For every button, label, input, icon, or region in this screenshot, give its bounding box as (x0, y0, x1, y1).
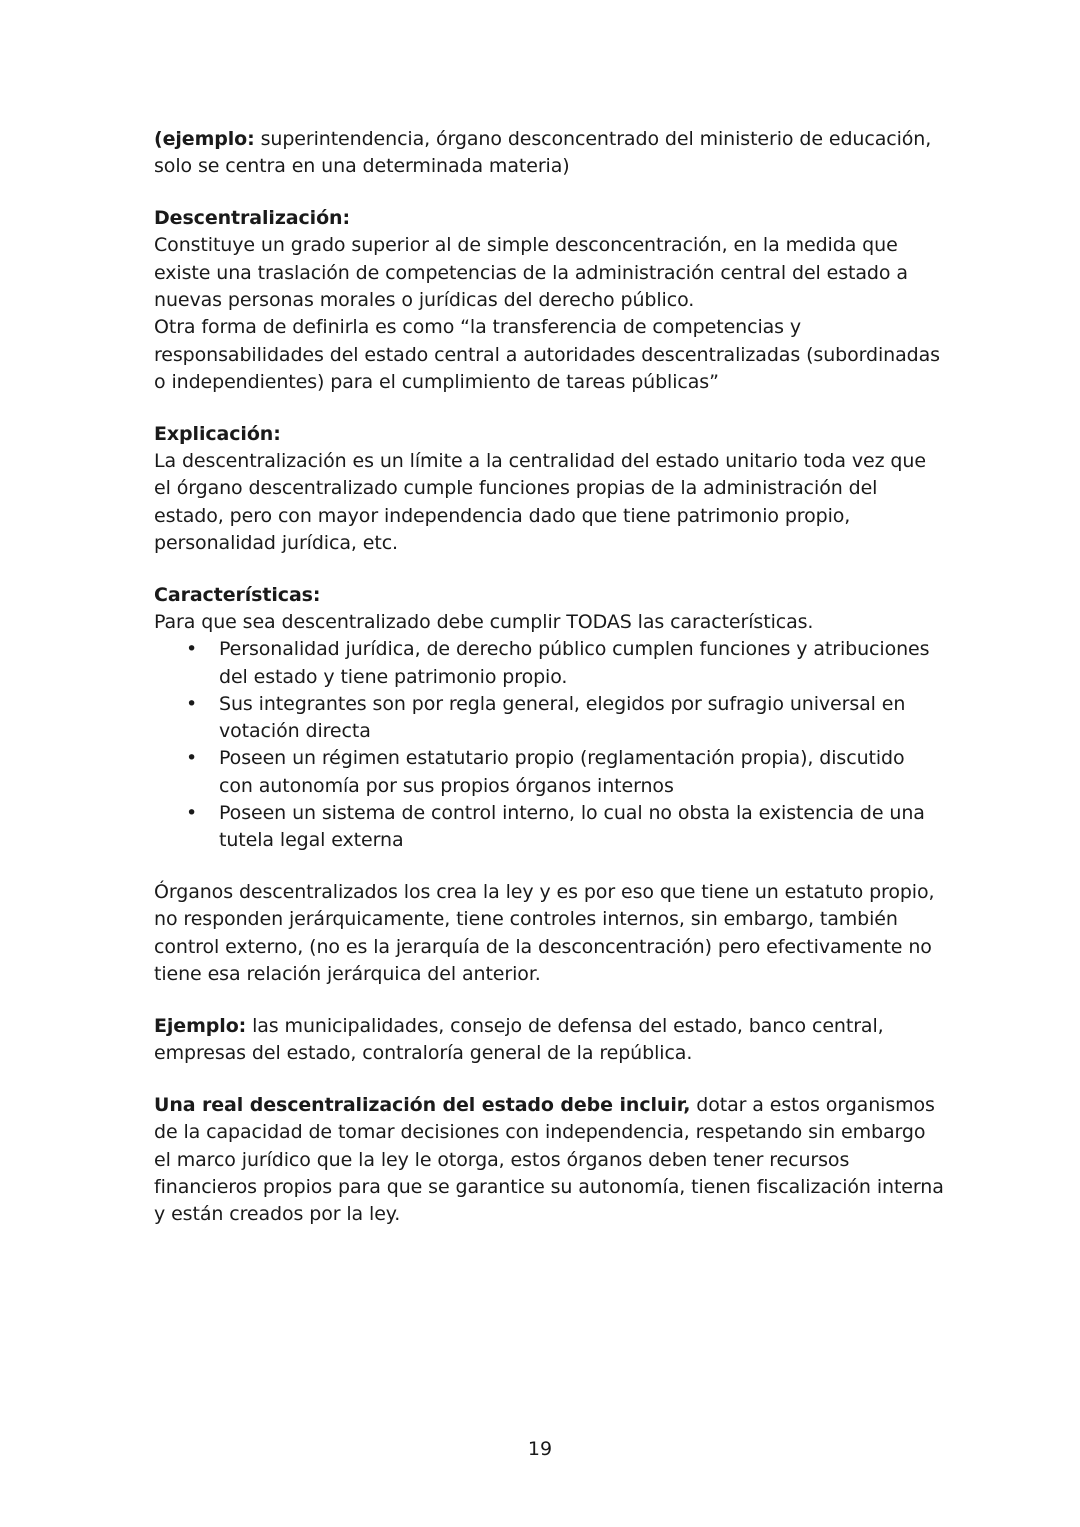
bullet-icon: • (186, 692, 198, 715)
list-item-text: Poseen un régimen estatutario propio (reglamentación propia), discutido con autonomía por sus propios órganos internos (219, 747, 905, 797)
list-item (154, 745, 944, 800)
list-item-text: Personalidad jurídica, de derecho público cumplen funciones y atribuciones del estado y tiene patrimonio propio. (219, 638, 930, 688)
real-descentralizacion-text: dotar a estos organismos de la capacidad de tomar decisiones con independencia, respetando sin embargo el marco jurídico que la ley le otorga, estos órganos deben tener recursos financieros propios para que se garantice su autonomía, tienen fiscalización interna y están creados por la ley. (154, 1093, 944, 1226)
document-page (154, 126, 944, 1228)
list-item-text: Poseen un sistema de control interno, lo cual no obsta la existencia de una tutela legal externa (219, 802, 925, 852)
caracteristicas-intro: Para que sea descentralizado debe cumplir TODAS las características. (154, 610, 814, 633)
organos-paragraph: Órganos descentralizados los crea la ley y es por eso que tiene un estatuto propio, no responden jerárquicamente, tiene controles internos, sin embargo, también control externo, (no es la jerarquía de la desconcentración) pero efectivamente no tiene esa relación jerárquica del anterior. (154, 881, 935, 986)
bullet-icon: • (186, 747, 198, 770)
list-item (154, 691, 944, 746)
list-item (154, 636, 944, 691)
caracteristicas-heading: Características: (154, 583, 321, 606)
bullet-icon: • (186, 638, 198, 661)
ejemplo-paragraph (154, 1013, 944, 1068)
ejemplo-label: Ejemplo: (154, 1014, 247, 1037)
explicacion-heading: Explicación: (154, 422, 281, 445)
page-number: 19 (527, 1438, 553, 1460)
bullet-icon: • (186, 802, 198, 825)
real-descentralizacion-label: Una real descentralización del estado debe incluir, (154, 1093, 691, 1116)
explicacion-paragraph: La descentralización es un límite a la centralidad del estado unitario toda vez que el órgano descentralizado cumple funciones propias de la administración del estado, pero con mayor independencia dado que tiene patrimonio propio, personalidad jurídica, etc. (154, 449, 926, 554)
caracteristicas-list (154, 636, 944, 854)
real-descentralizacion-paragraph (154, 1092, 944, 1228)
example-intro-paragraph (154, 126, 944, 181)
descentralizacion-paragraph-2: Otra forma de definirla es como “la transferencia de competencias y responsabilidades del estado central a autoridades descentralizadas (subordinadas o independientes) para el cumplimiento de tareas públicas” (154, 316, 940, 393)
example-intro-label: (ejemplo: (154, 128, 255, 150)
descentralizacion-paragraph-1: Constituye un grado superior al de simple desconcentración, en la medida que existe una traslación de competencias de la administración central del estado a nuevas personas morales o jurídicas del derecho público. (154, 234, 908, 311)
list-item-text: Sus integrantes son por regla general, elegidos por sufragio universal en votación directa (219, 692, 906, 743)
descentralizacion-heading: Descentralización: (154, 207, 350, 230)
ejemplo-text: las municipalidades, consejo de defensa del estado, banco central, empresas del estado, contraloría general de la república. (154, 1014, 884, 1065)
example-intro-text: superintendencia, órgano desconcentrado del ministerio de educación, solo se centra en una determinada materia) (154, 128, 932, 178)
list-item (154, 800, 944, 855)
